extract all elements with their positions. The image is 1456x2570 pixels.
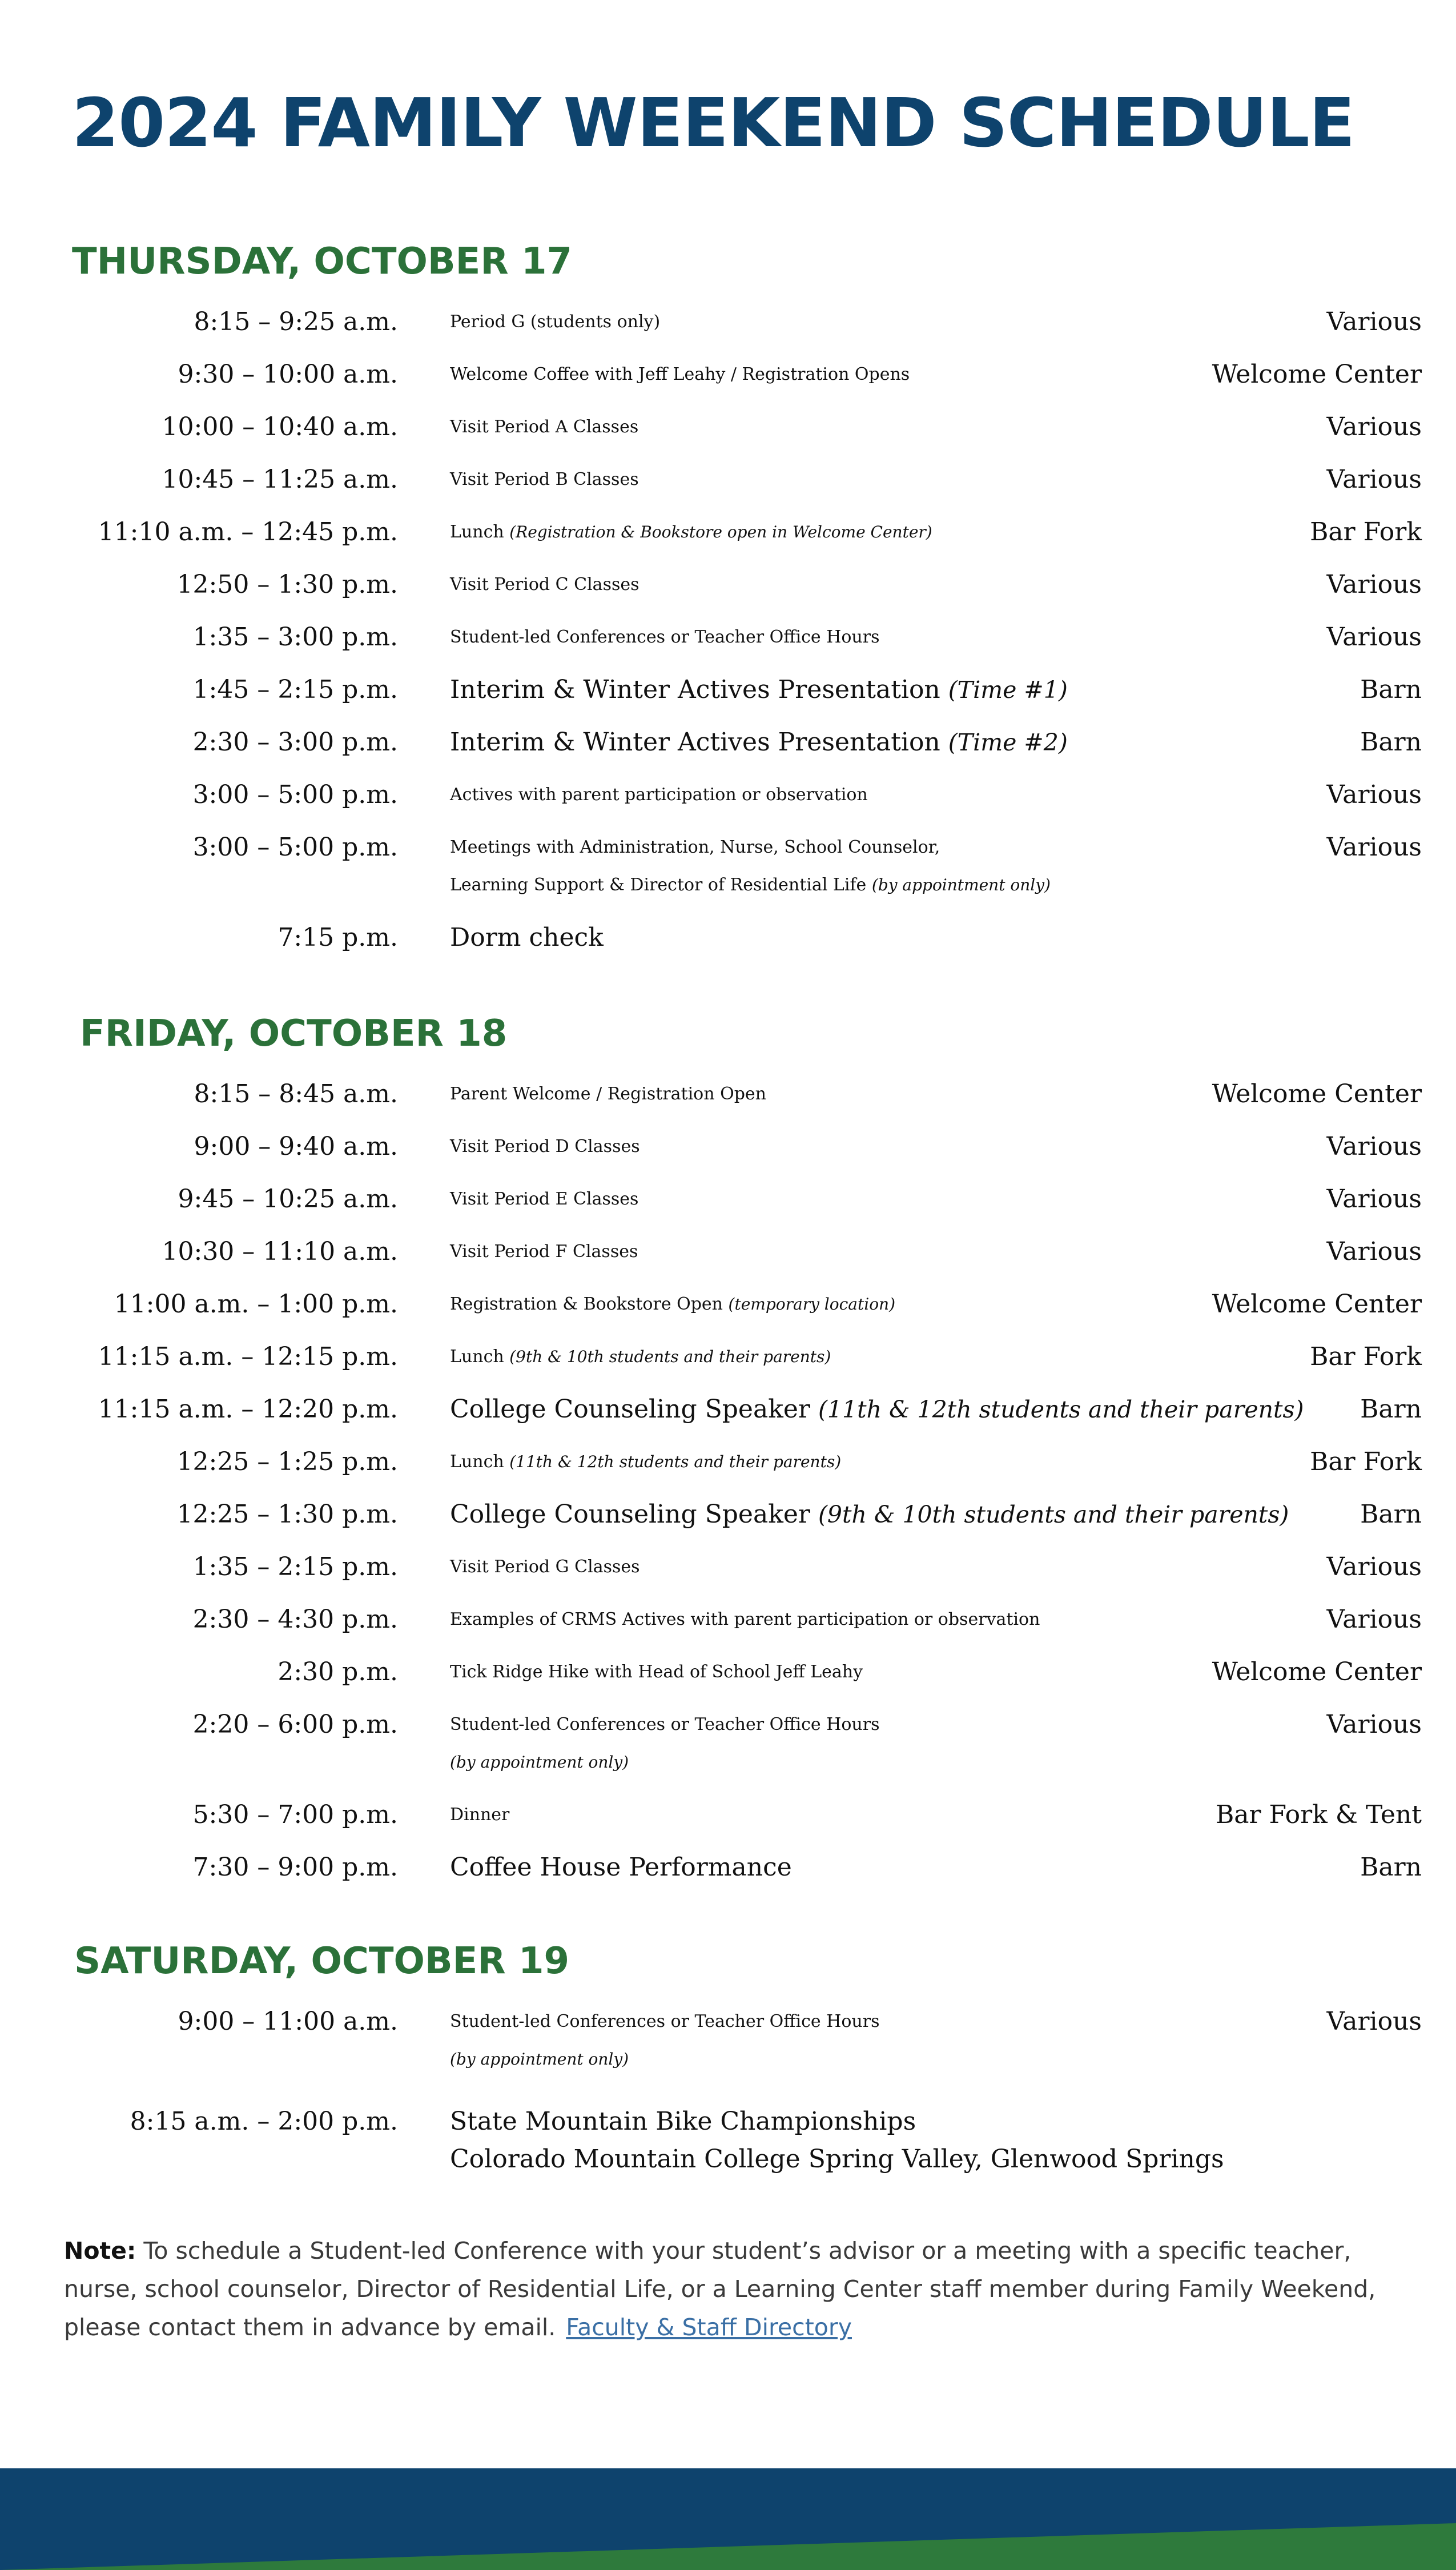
event-location: Various: [1326, 1184, 1422, 1214]
event-description: [450, 2003, 1318, 2078]
event-time: 3:00 – 5:00 p.m.: [192, 833, 398, 862]
event-location: Various: [1326, 412, 1422, 441]
event-note: (9th & 10th students and their parents): [818, 1501, 1289, 1528]
event-line: [450, 671, 1318, 709]
event-time: 1:35 – 3:00 p.m.: [192, 623, 398, 652]
event-description: [450, 1233, 1318, 1271]
event-line: [450, 303, 1318, 341]
event-description: [450, 1706, 1318, 1781]
event-location: Welcome Center: [1212, 360, 1422, 389]
event-time: 11:15 a.m. – 12:15 p.m.: [98, 1342, 398, 1371]
event-line: [450, 776, 1318, 814]
event-line: [450, 1391, 1318, 1428]
event-description: [450, 1075, 1318, 1113]
event-title-continued: Colorado Mountain College Spring Valley, Glenwood Springs: [450, 2145, 1224, 2174]
faculty-staff-directory-link[interactable]: Faculty & Staff Directory: [566, 2314, 852, 2341]
event-description: [450, 619, 1318, 656]
event-time: 10:45 – 11:25 a.m.: [162, 465, 398, 494]
event-title: Lunch: [450, 522, 504, 542]
event-location: Barn: [1360, 675, 1422, 704]
day-section: [0, 1938, 1456, 2174]
event-location: Barn: [1360, 1853, 1422, 1882]
event-time: 2:30 – 4:30 p.m.: [192, 1605, 398, 1634]
event-line: [450, 1338, 1318, 1376]
event-description: [450, 1849, 1318, 1886]
event-location: Various: [1326, 1552, 1422, 1581]
event-time: 8:15 – 9:25 a.m.: [194, 307, 398, 336]
event-line: [450, 1849, 1318, 1886]
event-title: Student-led Conferences or Teacher Office Hours: [450, 1714, 880, 1734]
event-location: Welcome Center: [1212, 1079, 1422, 1109]
event-line: [450, 513, 1318, 551]
event-time: 5:30 – 7:00 p.m.: [192, 1800, 398, 1829]
event-time: 9:30 – 10:00 a.m.: [178, 360, 398, 389]
event-line: [450, 1548, 1318, 1586]
event-line: [450, 1286, 1318, 1323]
event-description: [450, 408, 1318, 446]
event-location: Barn: [1360, 728, 1422, 757]
event-description: [450, 1443, 1318, 1481]
event-time: 12:50 – 1:30 p.m.: [176, 570, 398, 599]
event-description: [450, 1391, 1318, 1428]
page-title: 2024 FAMILY WEEKEND SCHEDULE: [72, 83, 1355, 162]
event-description: [450, 1601, 1318, 1639]
event-time: 11:10 a.m. – 12:45 p.m.: [98, 517, 398, 547]
event-title: College Counseling Speaker: [450, 1500, 810, 1529]
event-note: (by appointment only): [450, 2050, 629, 2069]
event-location: Various: [1326, 780, 1422, 809]
event-description: [450, 303, 1318, 341]
event-time: 1:35 – 2:15 p.m.: [192, 1552, 398, 1581]
event-location: Various: [1326, 1605, 1422, 1634]
event-description: [450, 513, 1318, 551]
event-description: [450, 1548, 1318, 1586]
event-line: [450, 566, 1318, 604]
event-description: [450, 1496, 1318, 1533]
event-time: 12:25 – 1:30 p.m.: [176, 1500, 398, 1529]
day-heading: THURSDAY, OCTOBER 17: [72, 240, 572, 283]
event-title: Visit Period F Classes: [450, 1242, 638, 1262]
event-time: 7:15 p.m.: [277, 923, 398, 952]
event-line: [450, 1180, 1318, 1218]
event-time: 11:15 a.m. – 12:20 p.m.: [98, 1395, 398, 1424]
event-description: [450, 356, 1318, 393]
event-title: Lunch: [450, 1347, 504, 1367]
event-description: [450, 829, 1318, 904]
event-time: 12:25 – 1:25 p.m.: [176, 1447, 398, 1476]
event-line: [450, 408, 1318, 446]
event-line: [450, 1075, 1318, 1113]
event-time: 9:00 – 9:40 a.m.: [194, 1132, 398, 1161]
event-title: Meetings with Administration, Nurse, School Counselor,: [450, 837, 940, 857]
event-title-continued: Learning Support & Director of Residential Life: [450, 875, 867, 895]
event-line: [450, 1496, 1318, 1533]
footer-decoration: [0, 2468, 1456, 2570]
event-location: Various: [1326, 623, 1422, 652]
event-line: [450, 1706, 1318, 1744]
event-time: 2:30 – 3:00 p.m.: [192, 728, 398, 757]
event-title: Registration & Bookstore Open: [450, 1294, 723, 1314]
event-title: Dorm check: [450, 923, 604, 952]
event-description: [450, 1338, 1318, 1376]
event-time: 1:45 – 2:15 p.m.: [192, 675, 398, 704]
event-location: Barn: [1360, 1395, 1422, 1424]
event-title: Visit Period E Classes: [450, 1189, 639, 1209]
event-title: Coffee House Performance: [450, 1853, 792, 1882]
event-line: [450, 619, 1318, 656]
event-time: 10:30 – 11:10 a.m.: [162, 1237, 398, 1266]
event-description: [450, 724, 1318, 761]
event-time: 9:00 – 11:00 a.m.: [178, 2007, 398, 2036]
event-title: Interim & Winter Actives Presentation: [450, 675, 940, 704]
event-title: Tick Ridge Hike with Head of School Jeff Leahy: [450, 1662, 863, 1682]
event-line: [450, 1796, 1318, 1834]
event-description: [450, 1653, 1318, 1691]
event-time: 10:00 – 10:40 a.m.: [162, 412, 398, 441]
event-line: [450, 2041, 1318, 2078]
event-line: [450, 2103, 1318, 2141]
event-line: [450, 461, 1318, 499]
day-heading: SATURDAY, OCTOBER 19: [74, 1940, 569, 1982]
event-location: Welcome Center: [1212, 1657, 1422, 1686]
event-description: [450, 461, 1318, 499]
event-line: [450, 1653, 1318, 1691]
event-note: (temporary location): [728, 1295, 896, 1314]
event-location: Various: [1326, 2007, 1422, 2036]
event-location: Bar Fork: [1310, 1447, 1422, 1476]
event-note: (Registration & Bookstore open in Welcome Center): [509, 523, 932, 541]
event-line: [450, 829, 1318, 866]
event-title: Visit Period B Classes: [450, 469, 639, 489]
event-description: [450, 2103, 1318, 2178]
event-description: [450, 1796, 1318, 1834]
event-title: State Mountain Bike Championships: [450, 2107, 916, 2136]
event-title: Dinner: [450, 1805, 510, 1825]
event-line: [450, 919, 1318, 957]
event-time: 3:00 – 5:00 p.m.: [192, 780, 398, 809]
event-title: Welcome Coffee with Jeff Leahy / Registration Opens: [450, 364, 910, 384]
event-title: Examples of CRMS Actives with parent participation or observation: [450, 1609, 1040, 1629]
event-title: College Counseling Speaker: [450, 1395, 810, 1424]
event-title: Visit Period D Classes: [450, 1137, 640, 1156]
event-title: Parent Welcome / Registration Open: [450, 1084, 766, 1104]
event-location: Various: [1326, 570, 1422, 599]
event-title: Visit Period G Classes: [450, 1557, 640, 1577]
event-line: [450, 866, 1318, 904]
event-title: Lunch: [450, 1452, 504, 1472]
event-line: [450, 1443, 1318, 1481]
event-line: [450, 1233, 1318, 1271]
event-note: (Time #1): [948, 676, 1068, 704]
event-note: (Time #2): [948, 729, 1068, 756]
event-location: Various: [1326, 833, 1422, 862]
event-location: Bar Fork: [1310, 1342, 1422, 1371]
event-description: [450, 671, 1318, 709]
footer-note: [64, 2232, 1394, 2347]
event-location: Various: [1326, 465, 1422, 494]
event-line: [450, 1601, 1318, 1639]
event-note: (11th & 12th students and their parents): [509, 1452, 842, 1471]
event-description: [450, 1128, 1318, 1166]
event-location: Various: [1326, 1132, 1422, 1161]
event-time: 9:45 – 10:25 a.m.: [178, 1184, 398, 1214]
event-location: Barn: [1360, 1500, 1422, 1529]
event-time: 7:30 – 9:00 p.m.: [192, 1853, 398, 1882]
event-location: Bar Fork: [1310, 517, 1422, 547]
event-note: (11th & 12th students and their parents): [818, 1396, 1304, 1423]
event-note: (by appointment only): [871, 876, 1051, 894]
event-title: Actives with parent participation or observation: [450, 785, 868, 805]
note-text: To schedule a Student-led Conference with your student’s advisor or a meeting with a specific teacher, nurse, school counselor, Director of Residential Life, or a Learning Center staff member during Family Weekend, please contact them in advance by email.: [64, 2237, 1376, 2341]
event-description: [450, 919, 1318, 957]
event-title: Visit Period A Classes: [450, 417, 639, 437]
event-line: [450, 1128, 1318, 1166]
event-line: [450, 1744, 1318, 1781]
event-description: [450, 776, 1318, 814]
event-location: Bar Fork & Tent: [1215, 1800, 1422, 1829]
event-title: Visit Period C Classes: [450, 575, 639, 595]
event-line: [450, 356, 1318, 393]
event-time: 8:15 a.m. – 2:00 p.m.: [130, 2107, 398, 2136]
event-location: Various: [1326, 307, 1422, 336]
event-description: [450, 1286, 1318, 1323]
event-time: 8:15 – 8:45 a.m.: [194, 1079, 398, 1109]
event-description: [450, 1180, 1318, 1218]
event-time: 11:00 a.m. – 1:00 p.m.: [114, 1290, 398, 1319]
event-title: Interim & Winter Actives Presentation: [450, 728, 940, 757]
event-location: Various: [1326, 1237, 1422, 1266]
event-time: 2:20 – 6:00 p.m.: [192, 1710, 398, 1739]
event-location: Various: [1326, 1710, 1422, 1739]
event-note: (by appointment only): [450, 1753, 629, 1772]
event-title: Period G (students only): [450, 312, 661, 332]
note-label: Note:: [64, 2237, 136, 2264]
day-heading: FRIDAY, OCTOBER 18: [80, 1013, 508, 1055]
event-time: 2:30 p.m.: [277, 1657, 398, 1686]
event-title: Student-led Conferences or Teacher Office Hours: [450, 627, 880, 647]
event-note: (9th & 10th students and their parents): [509, 1347, 831, 1366]
event-line: [450, 724, 1318, 761]
event-title: Student-led Conferences or Teacher Office Hours: [450, 2011, 880, 2031]
event-description: [450, 566, 1318, 604]
event-line: [450, 2003, 1318, 2041]
event-line: [450, 2141, 1318, 2178]
event-location: Welcome Center: [1212, 1290, 1422, 1319]
